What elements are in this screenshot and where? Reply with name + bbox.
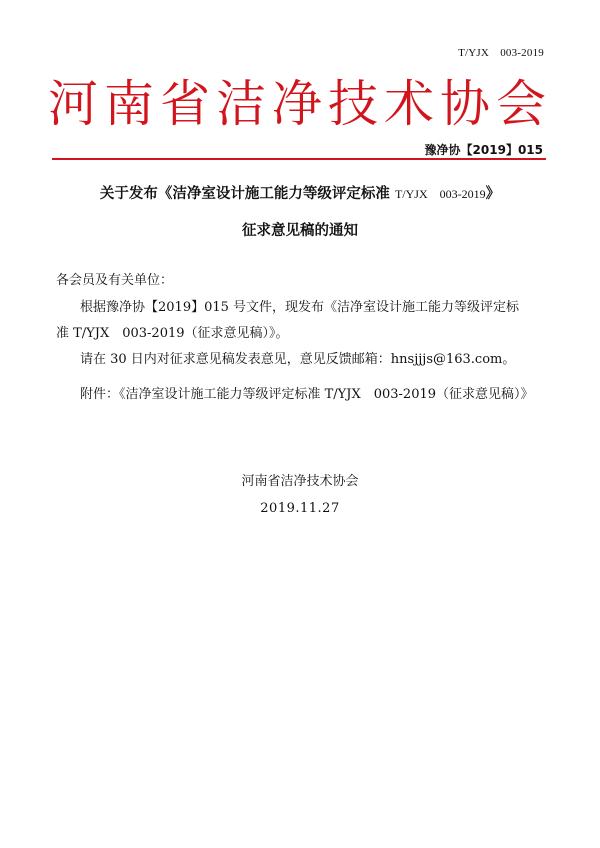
salutation: 各会员及有关单位： xyxy=(56,273,174,288)
document-number: 豫净协【2019】015 xyxy=(424,143,543,157)
paragraph-1-line-2: 准 T/YJX 003-2019（征求意见稿）》。 xyxy=(56,326,289,341)
notice-title-standard-code: T/YJX 003-2019 xyxy=(394,187,486,201)
paragraph-feedback: 请在 30 日内对征求意见稿发表意见，意见反馈邮箱：hnsjjjs@163.com。 xyxy=(80,352,516,367)
red-divider-line xyxy=(52,158,546,160)
standard-code: T/YJX 003-2019 xyxy=(458,47,544,59)
organization-header: 河南省洁净技术协会 xyxy=(48,75,552,133)
notice-title-line-2: 征求意见稿的通知 xyxy=(242,223,358,239)
signature-organization: 河南省洁净技术协会 xyxy=(241,474,359,489)
paragraph-attachment: 附件：《洁净室设计施工能力等级评定标准 T/YJX 003-2019（征求意见稿）》 xyxy=(80,387,534,402)
paragraph-1-line-1: 根据豫净协【2019】015 号文件，现发布《洁净室设计施工能力等级评定标 xyxy=(80,300,520,315)
notice-title-end: 》 xyxy=(485,186,501,202)
notice-title-main: 关于发布《洁净室设计施工能力等级评定标准 xyxy=(99,186,395,202)
signature-date: 2019.11.27 xyxy=(260,501,340,516)
notice-title-line-1 xyxy=(0,182,600,203)
